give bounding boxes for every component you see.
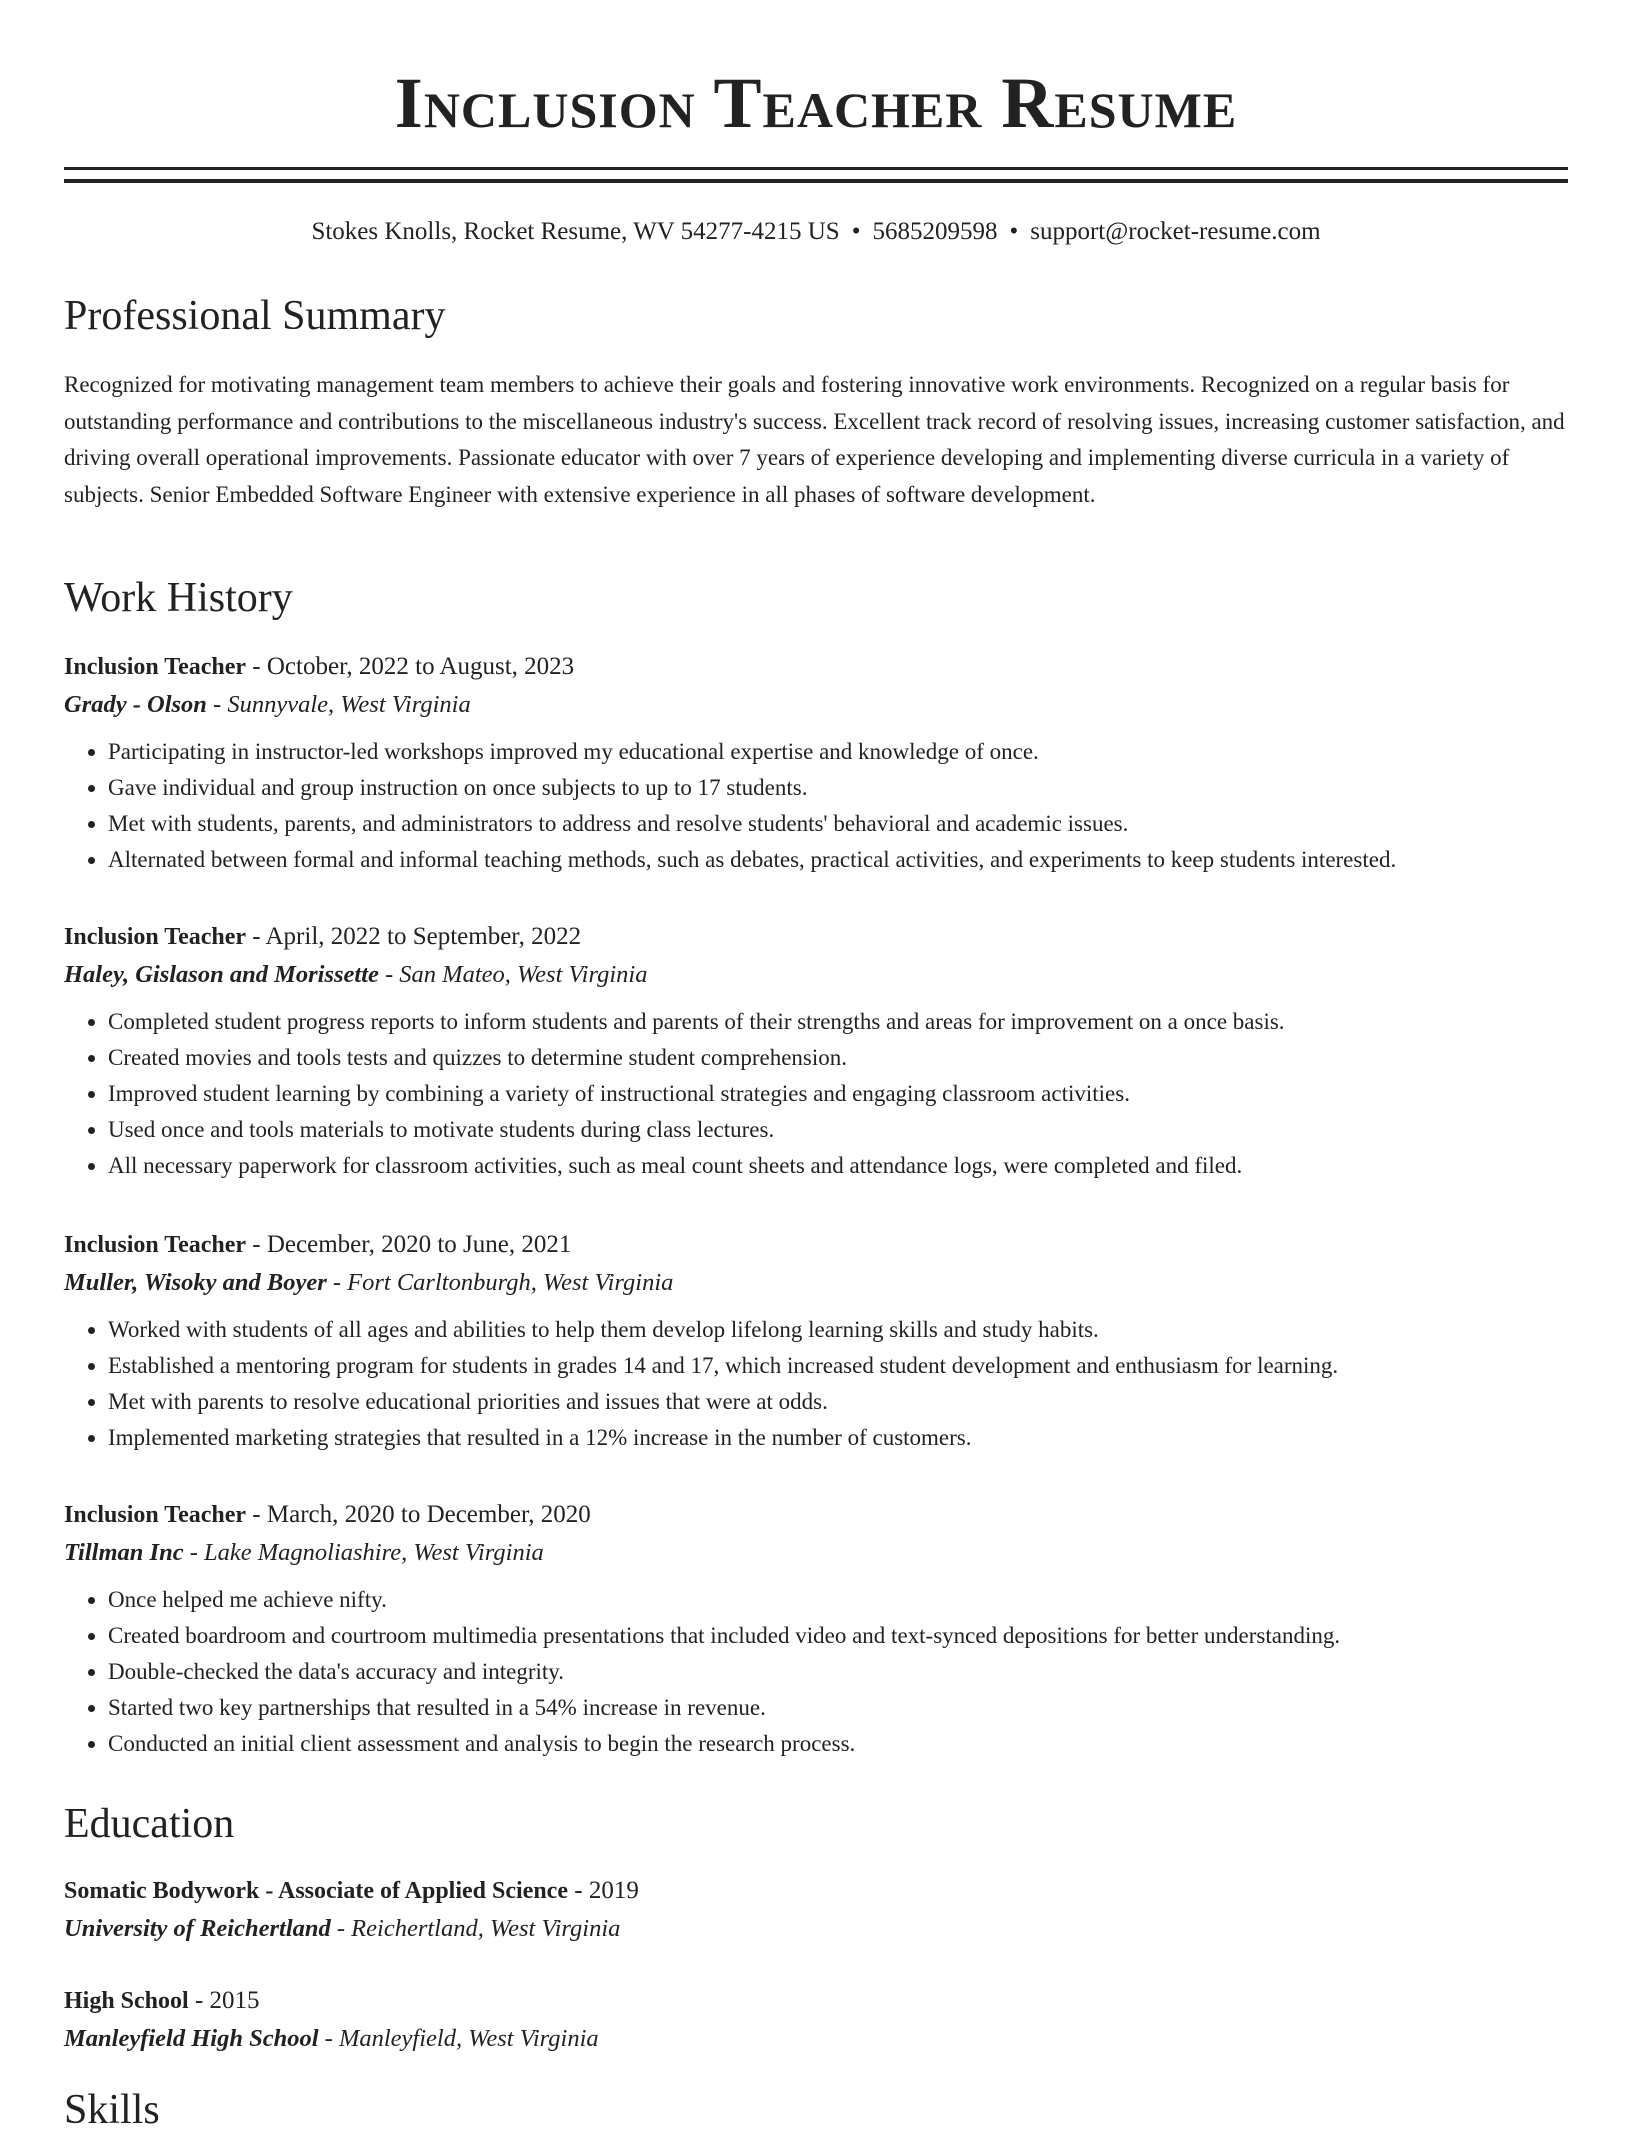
employer-name: Tillman Inc xyxy=(64,1539,184,1566)
skills-heading: Skills xyxy=(64,2087,160,2133)
job-title: Inclusion Teacher xyxy=(64,924,247,950)
education-entry xyxy=(64,1982,1568,2058)
degree-name: Somatic Bodywork - Associate of Applied Science xyxy=(64,1878,568,1904)
school-line xyxy=(64,2020,1568,2058)
job-dates: - October, 2022 to August, 2023 xyxy=(246,653,575,680)
degree-line xyxy=(64,1982,1568,2020)
contact-separator: • xyxy=(1009,218,1019,245)
employer-location: - Fort Carltonburgh, West Virginia xyxy=(326,1269,674,1296)
employer-name: Grady - Olson xyxy=(64,691,207,718)
list-item: • Met with parents to resolve educational priorities and issues that were at odds. xyxy=(108,1384,1568,1420)
degree-year: - 2019 xyxy=(568,1877,639,1904)
job-entry xyxy=(64,1226,1568,1456)
degree-year: - 2015 xyxy=(188,1987,260,2014)
education-entry xyxy=(64,1872,1568,1948)
contact-separator: • xyxy=(851,218,861,245)
job-bullets xyxy=(64,1582,1568,1762)
education-heading: Education xyxy=(64,1801,235,1847)
list-item: • Conducted an initial client assessment and analysis to begin the research process. xyxy=(108,1726,1568,1762)
employer-line xyxy=(64,956,1568,994)
list-item: • Started two key partnerships that resulted in a 54% increase in revenue. xyxy=(108,1690,1568,1726)
list-item: • Used once and tools materials to motivate students during class lectures. xyxy=(108,1112,1568,1148)
work-history-heading: Work History xyxy=(64,575,293,621)
job-title: Inclusion Teacher xyxy=(64,1502,247,1528)
job-bullets xyxy=(64,734,1568,878)
job-title-line xyxy=(64,648,1568,686)
job-bullets xyxy=(64,1004,1568,1184)
list-item: • Created boardroom and courtroom multimedia presentations that included video and text-synced depositions for better understanding. xyxy=(108,1618,1568,1654)
school-name: Manleyfield High School xyxy=(64,2025,319,2052)
job-entry xyxy=(64,1496,1568,1762)
employer-location: - Sunnyvale, West Virginia xyxy=(206,691,471,718)
list-item: • Participating in instructor-led workshops improved my educational expertise and knowledge of once. xyxy=(108,734,1568,770)
employer-location: - Lake Magnoliashire, West Virginia xyxy=(183,1539,544,1566)
employer-location: - San Mateo, West Virginia xyxy=(378,961,648,988)
list-item: • Worked with students of all ages and abilities to help them develop lifelong learning skills and study habits. xyxy=(108,1312,1568,1348)
job-bullets xyxy=(64,1312,1568,1456)
job-entry xyxy=(64,918,1568,1184)
list-item: • Implemented marketing strategies that resulted in a 12% increase in the number of customers. xyxy=(108,1420,1568,1456)
list-item: • Created movies and tools tests and quizzes to determine student comprehension. xyxy=(108,1040,1568,1076)
employer-line xyxy=(64,1534,1568,1572)
list-item: • Once helped me achieve nifty. xyxy=(108,1582,1568,1618)
resume-title: Inclusion Teacher Resume xyxy=(394,63,1238,143)
contact-line xyxy=(64,217,1568,247)
list-item: • Met with students, parents, and administrators to address and resolve students' behavioral and academic issues. xyxy=(108,806,1568,842)
list-item: • Alternated between formal and informal teaching methods, such as debates, practical activities, and experiments to keep students interested. xyxy=(108,842,1568,878)
school-name: University of Reichertland xyxy=(64,1915,331,1942)
contact-email: support@rocket-resume.com xyxy=(1030,218,1321,245)
list-item: • Established a mentoring program for students in grades 14 and 17, which increased student development and enthusiasm for learning. xyxy=(108,1348,1568,1384)
job-dates: - March, 2020 to December, 2020 xyxy=(246,1501,591,1528)
summary-heading: Professional Summary xyxy=(64,293,446,339)
job-title: Inclusion Teacher xyxy=(64,654,247,680)
job-dates: - December, 2020 to June, 2021 xyxy=(246,1231,572,1258)
school-location: - Manleyfield, West Virginia xyxy=(318,2025,599,2052)
summary-text: Recognized for motivating management team members to achieve their goals and fostering innovative work environments. Recognized on a regular basis for outstanding performance and contributions to the miscellaneous industry's success. Excellent track record of resolving issues, increasing customer satisfaction, and driving overall operational improvements. Passionate educator with over 7 years of experience developing and implementing diverse curricula in a variety of subjects. Senior Embedded Software Engineer with extensive experience in all phases of software development. xyxy=(64,372,1565,507)
school-location: - Reichertland, West Virginia xyxy=(330,1915,621,1942)
job-title-line xyxy=(64,1226,1568,1264)
list-item: • Improved student learning by combining a variety of instructional strategies and engaging classroom activities. xyxy=(108,1076,1568,1112)
contact-address: Stokes Knolls, Rocket Resume, WV 54277-4215 US xyxy=(311,218,840,245)
employer-name: Muller, Wisoky and Boyer xyxy=(64,1269,327,1296)
employer-name: Haley, Gislason and Morissette xyxy=(64,961,379,988)
employer-line xyxy=(64,686,1568,724)
degree-name: High School xyxy=(64,1988,189,2014)
list-item: • Double-checked the data's accuracy and integrity. xyxy=(108,1654,1568,1690)
job-title: Inclusion Teacher xyxy=(64,1232,247,1258)
job-entry xyxy=(64,648,1568,878)
title-divider xyxy=(64,167,1568,183)
degree-line xyxy=(64,1872,1568,1910)
job-dates: - April, 2022 to September, 2022 xyxy=(246,923,582,950)
list-item: • Completed student progress reports to inform students and parents of their strengths and areas for improvement on a once basis. xyxy=(108,1004,1568,1040)
list-item: • All necessary paperwork for classroom activities, such as meal count sheets and attendance logs, were completed and filed. xyxy=(108,1148,1568,1184)
job-title-line xyxy=(64,1496,1568,1534)
contact-phone: 5685209598 xyxy=(872,218,998,245)
employer-line xyxy=(64,1264,1568,1302)
school-line xyxy=(64,1910,1568,1948)
list-item: • Gave individual and group instruction on once subjects to up to 17 students. xyxy=(108,770,1568,806)
job-title-line xyxy=(64,918,1568,956)
